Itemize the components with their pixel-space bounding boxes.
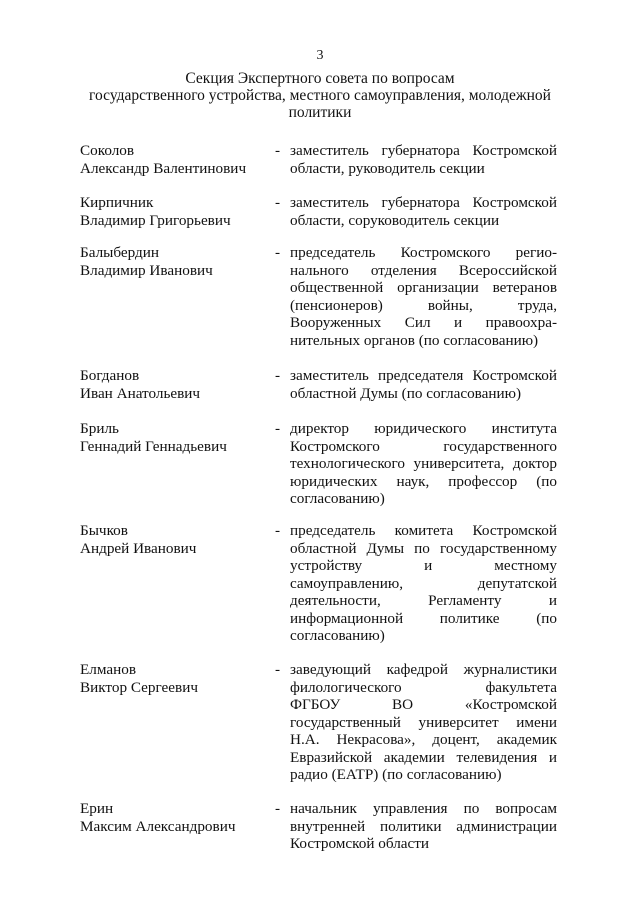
section-title-line: политики: [288, 104, 352, 121]
member-role-line: деятельности, Регламенту и: [290, 592, 557, 609]
member-given-names: Максим Александрович: [80, 817, 236, 835]
section-title-line: государственного устройства, местного самоуправления, молодежной: [89, 87, 551, 104]
member-name: [80, 661, 270, 696]
member-name: [80, 367, 270, 402]
member-role-line: (пенсионеров) войны, труда,: [290, 296, 557, 314]
member-role-line: самоуправлению, депутатской: [290, 574, 557, 592]
member-role-line: нительных органов (по согласованию): [290, 331, 539, 349]
member-given-names: Виктор Сергеевич: [80, 678, 198, 696]
member-surname: Богданов: [80, 367, 140, 384]
member-role-line: согласованию): [290, 627, 385, 644]
member-role-line: начальник управления по вопросам: [290, 800, 557, 817]
member-role: [290, 420, 557, 508]
member-role-line: заместитель председателя Костромской: [290, 367, 557, 384]
member-surname: Бриль: [80, 420, 119, 437]
member-role-line: заместитель губернатора Костромской: [290, 194, 557, 211]
member-surname: Бычков: [80, 522, 128, 539]
member-role-line: Н.А. Некрасова», доцент, академик: [290, 731, 557, 748]
member-role-line: Костромской области: [290, 835, 430, 852]
member-role: [290, 194, 557, 229]
member-dash: -: [275, 244, 281, 261]
member-dash: -: [275, 661, 281, 678]
member-role-line: нального отделения Всероссийской: [290, 261, 557, 279]
member-role-line: Костромского государственного: [290, 437, 557, 455]
member-dash: -: [275, 420, 281, 437]
member-role-line: радио (ЕАТР) (по согласованию): [290, 766, 502, 783]
member-name: [80, 194, 270, 229]
member-role-line: общественной организации ветеранов: [290, 279, 557, 296]
member-name: [80, 142, 270, 177]
member-surname: Ерин: [80, 800, 114, 817]
member-role-line: внутренней политики администрации: [290, 817, 557, 835]
member-given-names: Владимир Григорьевич: [80, 211, 231, 229]
member-role-line: области, соруководитель секции: [290, 211, 500, 229]
page-number: 3: [316, 48, 324, 63]
member-role-line: ФГБОУ ВО «Костромской: [290, 696, 557, 713]
member-role: [290, 244, 557, 349]
member-given-names: Владимир Иванович: [80, 261, 213, 279]
member-surname: Соколов: [80, 142, 135, 159]
member-surname: Балыбердин: [80, 244, 160, 261]
member-dash: -: [275, 142, 281, 159]
member-dash: -: [275, 367, 281, 384]
member-role-line: председатель комитета Костромской: [290, 522, 557, 539]
member-surname: Кирпичник: [80, 194, 154, 211]
member-given-names: Андрей Иванович: [80, 539, 197, 557]
member-role: [290, 522, 557, 645]
section-title: [70, 70, 570, 121]
member-role-line: заместитель губернатора Костромской: [290, 142, 557, 159]
member-given-names: Геннадий Геннадьевич: [80, 437, 227, 455]
member-role-line: устройству и местному: [290, 557, 557, 574]
member-role-line: областной Думы по государственному: [290, 539, 557, 557]
member-surname: Елманов: [80, 661, 136, 678]
section-title-line: Секция Экспертного совета по вопросам: [185, 70, 455, 87]
member-name: [80, 420, 270, 455]
member-role-line: филологического факультета: [290, 678, 557, 696]
member-dash: -: [275, 522, 281, 539]
member-role: [290, 142, 557, 177]
member-dash: -: [275, 800, 281, 817]
member-name: [80, 244, 270, 279]
member-role-line: области, руководитель секции: [290, 159, 485, 177]
member-role-line: Евразийской академии телевидения и: [290, 748, 557, 766]
member-role-line: технологического университета, доктор: [290, 455, 557, 472]
member-role-line: государственный университет имени: [290, 713, 557, 731]
member-role-line: заведующий кафедрой журналистики: [290, 661, 557, 678]
member-name: [80, 800, 270, 835]
member-role-line: согласованию): [290, 490, 385, 507]
member-role-line: председатель Костромского регио-: [290, 244, 557, 261]
member-role-line: информационной политике (по: [290, 609, 557, 627]
member-role: [290, 661, 557, 784]
member-name: [80, 522, 270, 557]
member-role-line: директор юридического института: [290, 420, 557, 437]
member-dash: -: [275, 194, 281, 211]
member-role: [290, 367, 557, 402]
member-role-line: юридических наук, профессор (по: [290, 472, 557, 490]
member-given-names: Иван Анатольевич: [80, 384, 201, 402]
member-given-names: Александр Валентинович: [80, 159, 247, 177]
member-role-line: областной Думы (по согласованию): [290, 384, 522, 402]
member-role: [290, 800, 557, 853]
member-role-line: Вооруженных Сил и правоохра-: [290, 314, 557, 331]
